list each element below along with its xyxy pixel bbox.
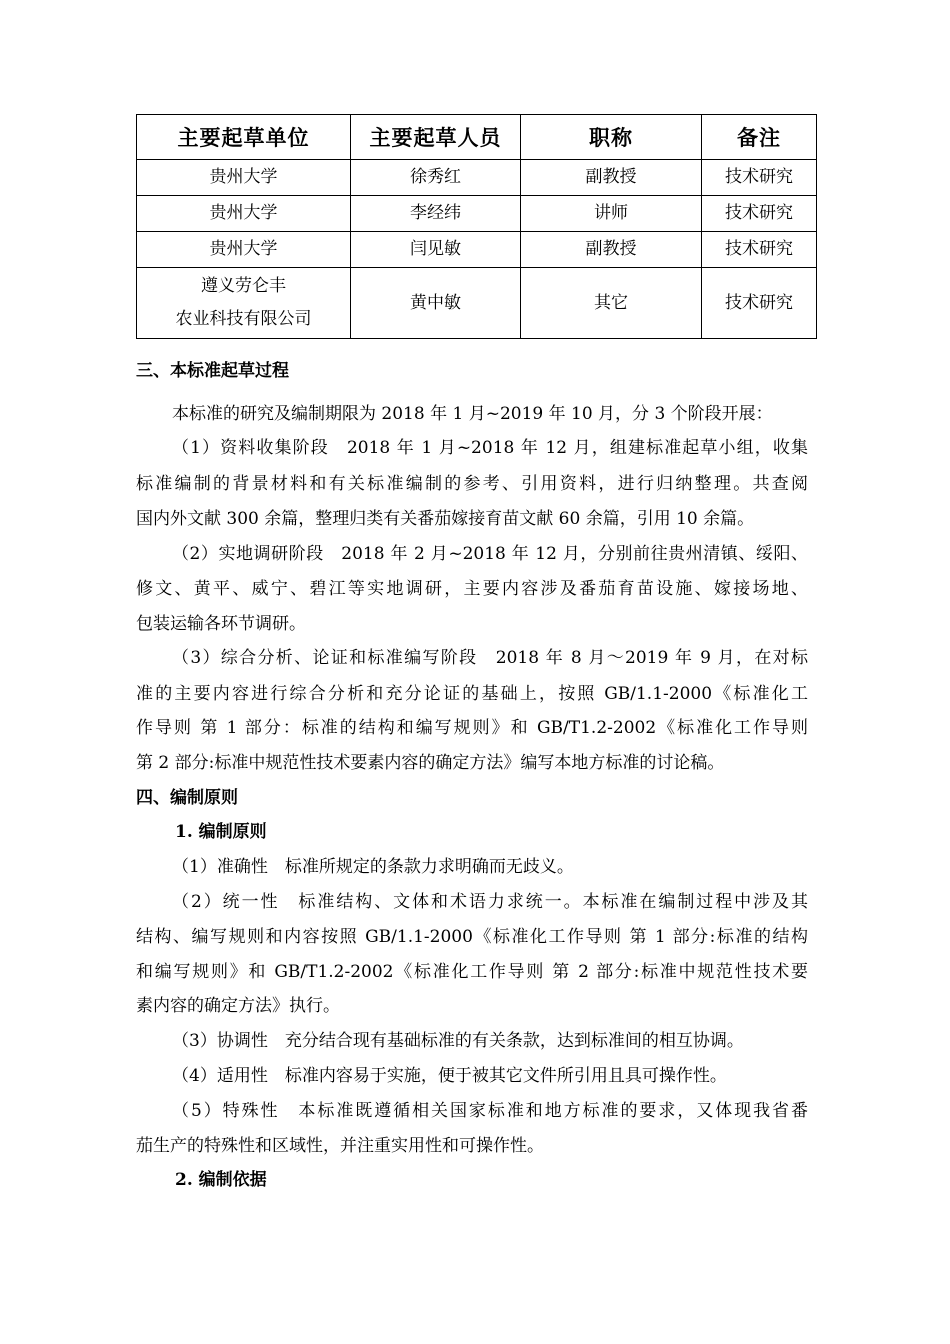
- cell-person: 黄中敏: [351, 268, 521, 339]
- cell-person: 闫见敏: [351, 232, 521, 268]
- cell-unit-line: 农业科技有限公司: [175, 309, 312, 329]
- table-header-row: [137, 115, 817, 160]
- section-heading: 四、编制原则: [136, 788, 238, 808]
- header-unit: 主要起草单位: [137, 115, 351, 160]
- paragraph-line: （4）适用性 标准内容易于实施，便于被其它文件所引用且具可操作性。: [172, 1066, 727, 1086]
- paragraph-line: 修文、黄平、威宁、碧江等实地调研，主要内容涉及番茄育苗设施、嫁接场地、: [136, 579, 808, 599]
- paragraph-line: （1）资料收集阶段 2018 年 1 月~2018 年 12 月，组建标准起草小组，收集: [172, 438, 808, 458]
- paragraph-line: 包装运输各环节调研。: [136, 614, 306, 634]
- paragraph-line: （2）实地调研阶段 2018 年 2 月~2018 年 12 月，分别前往贵州清镇、绥阳、: [172, 544, 808, 564]
- cell-note: 技术研究: [702, 268, 817, 339]
- paragraph-line: 国内外文献 300 余篇，整理归类有关番茄嫁接育苗文献 60 余篇，引用 10 余篇。: [136, 509, 755, 529]
- subsection-heading: 2. 编制依据: [175, 1170, 267, 1190]
- paragraph-line: 和编写规则》和 GB/T1.2-2002《标准化工作导则 第 2 部分:标准中规范性技术要: [136, 962, 808, 982]
- cell-person: 李经纬: [351, 196, 521, 232]
- cell-note: 技术研究: [702, 232, 817, 268]
- table-row: [137, 196, 817, 232]
- cell-unit: 贵州大学: [137, 160, 351, 196]
- paragraph-line: （1）准确性 标准所规定的条款力求明确而无歧义。: [172, 857, 574, 877]
- paragraph-line: 标准编制的背景材料和有关标准编制的参考、引用资料，进行归纳整理。共查阅: [136, 474, 808, 494]
- paragraph-line: （5）特殊性 本标准既遵循相关国家标准和地方标准的要求，又体现我省番: [172, 1101, 808, 1121]
- paragraph-line: 茄生产的特殊性和区域性，并注重实用性和可操作性。: [136, 1136, 544, 1156]
- cell-unit: [137, 268, 351, 339]
- header-person: 主要起草人员: [351, 115, 521, 160]
- paragraph-line: 作导则 第 1 部分：标准的结构和编写规则》和 GB/T1.2-2002《标准化工作导则: [136, 718, 808, 738]
- paragraph-line: （3）协调性 充分结合现有基础标准的有关条款，达到标准间的相互协调。: [172, 1031, 744, 1051]
- cell-unit: 贵州大学: [137, 196, 351, 232]
- paragraph-line: （3）综合分析、论证和标准编写阶段 2018 年 8 月～2019 年 9 月，在对标: [172, 648, 808, 668]
- paragraph-line: 准的主要内容进行综合分析和充分论证的基础上，按照 GB/1.1-2000《标准化工: [136, 684, 808, 704]
- cell-title: 其它: [521, 268, 702, 339]
- table-row: [137, 232, 817, 268]
- subsection-heading: 1. 编制原则: [175, 822, 267, 842]
- cell-unit: 贵州大学: [137, 232, 351, 268]
- cell-title: 副教授: [521, 160, 702, 196]
- cell-title: 副教授: [521, 232, 702, 268]
- header-note: 备注: [702, 115, 817, 160]
- cell-note: 技术研究: [702, 160, 817, 196]
- table-row: [137, 160, 817, 196]
- drafters-table: [136, 114, 817, 339]
- paragraph-line: 素内容的确定方法》执行。: [136, 996, 340, 1016]
- table-row: [137, 268, 817, 339]
- cell-person: 徐秀红: [351, 160, 521, 196]
- cell-note: 技术研究: [702, 196, 817, 232]
- section-heading: 三、本标准起草过程: [136, 361, 289, 381]
- header-title: 职称: [521, 115, 702, 160]
- paragraph-line: （2）统一性 标准结构、文体和术语力求统一。本标准在编制过程中涉及其: [172, 892, 808, 912]
- cell-unit-line: 遵义劳仑丰: [201, 276, 286, 296]
- cell-title: 讲师: [521, 196, 702, 232]
- paragraph-line: 结构、编写规则和内容按照 GB/1.1-2000《标准化工作导则 第 1 部分:标准的结构: [136, 927, 808, 947]
- paragraph-line: 第 2 部分:标准中规范性技术要素内容的确定方法》编写本地方标准的讨论稿。: [136, 753, 725, 773]
- paragraph-line: 本标准的研究及编制期限为 2018 年 1 月~2019 年 10 月，分 3 个阶段开展：: [172, 404, 773, 424]
